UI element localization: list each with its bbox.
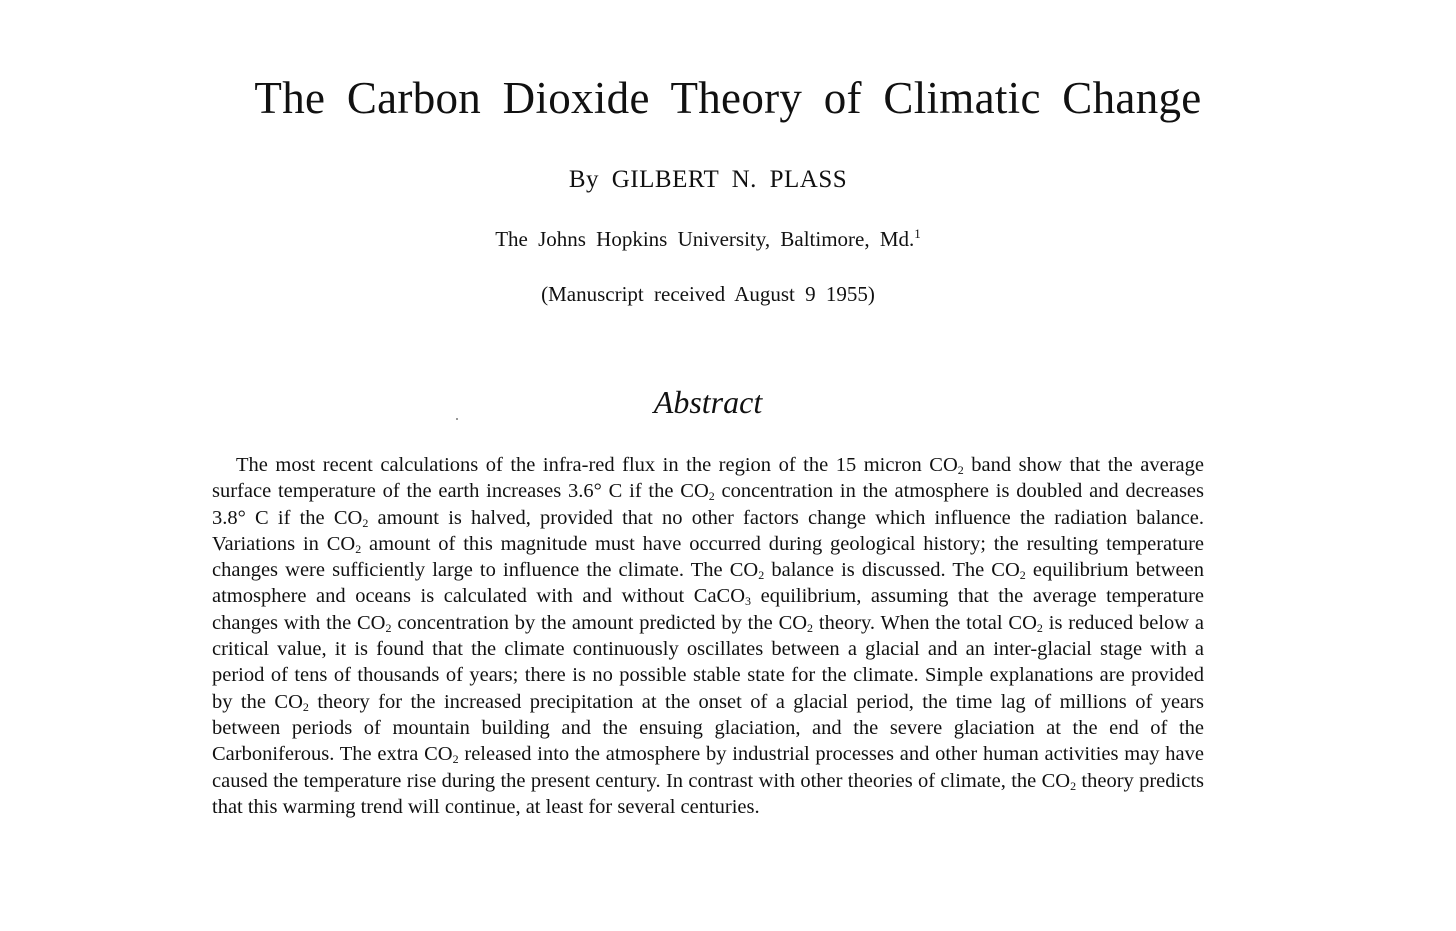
- subscript: 2: [957, 463, 964, 477]
- abstract-text: theory. When the total CO: [813, 611, 1037, 634]
- author-affiliation: [0, 226, 1416, 252]
- subscript: 2: [1070, 778, 1077, 793]
- paper-title: The Carbon Dioxide Theory of Climatic Change: [254, 73, 1202, 123]
- subscript: 2: [362, 515, 369, 530]
- abstract-text: theory predicts that this warming trend will continue, at least for several centuries.: [212, 769, 1204, 818]
- abstract-text: band show that the average surface temperature of the earth increases 3.6° C if the CO: [212, 454, 1205, 503]
- abstract-text: amount is halved, provided that no other factors change which influence the radiation balance. Variations in CO: [212, 506, 1204, 555]
- abstract-text: is reduced below a critical value, it is found that the climate continuously oscillates between a glacial and an inter-glacial stage with a period of tens of thousands of years; there is no possible stable state for the climate. Simple explanations are provided by the CO: [212, 611, 1204, 713]
- subscript: 2: [708, 489, 715, 504]
- abstract-text: equilibrium between atmosphere and oceans is calculated with and without CaCO: [212, 559, 1204, 608]
- affiliation-text: The Johns Hopkins University, Baltimore, Md.: [495, 227, 915, 251]
- footnote-mark: 1: [914, 226, 921, 241]
- abstract-text: The most recent calculations of the infra-red flux in the region of the 15 micron CO: [236, 454, 958, 476]
- abstract-text: concentration by the amount predicted by the CO: [391, 611, 808, 634]
- subscript: 2: [385, 620, 392, 635]
- subscript: 3: [745, 594, 752, 609]
- manuscript-received-date: (Manuscript received August 9 1955): [541, 282, 875, 306]
- abstract-heading: Abstract: [653, 384, 763, 420]
- abstract-text: amount of this magnitude must have occurred during geological history; the resulting temperature changes were sufficiently large to influence the climate. The CO: [212, 532, 1205, 582]
- abstract-text: released into the atmosphere by industrial processes and other human activities may have caused the temperature rise during the present century. In contrast with other theories of climate, the CO: [212, 743, 1204, 792]
- subscript: 2: [758, 568, 765, 583]
- abstract-text: equilibrium, assuming that the average temperature changes with the CO: [212, 585, 1204, 634]
- subscript: 2: [452, 752, 459, 767]
- subscript: 2: [1036, 620, 1043, 635]
- subscript: 2: [302, 699, 309, 714]
- abstract-paragraph: [212, 452, 1204, 820]
- author-byline: By GILBERT N. PLASS: [568, 166, 848, 193]
- abstract-text: theory for the increased precipitation at the onset of a glacial period, the time lag of millions of years between periods of mountain building and the ensuing glaciation, and the severe glaciation at the end of the Carboniferous. The extra CO: [212, 690, 1204, 766]
- subscript: 2: [1019, 568, 1026, 583]
- abstract-text: concentration in the atmosphere is doubled and decreases 3.8° C if the CO: [212, 480, 1204, 529]
- abstract-text: balance is discussed. The CO: [764, 559, 1020, 582]
- subscript: 2: [807, 620, 814, 635]
- subscript: 2: [355, 541, 362, 556]
